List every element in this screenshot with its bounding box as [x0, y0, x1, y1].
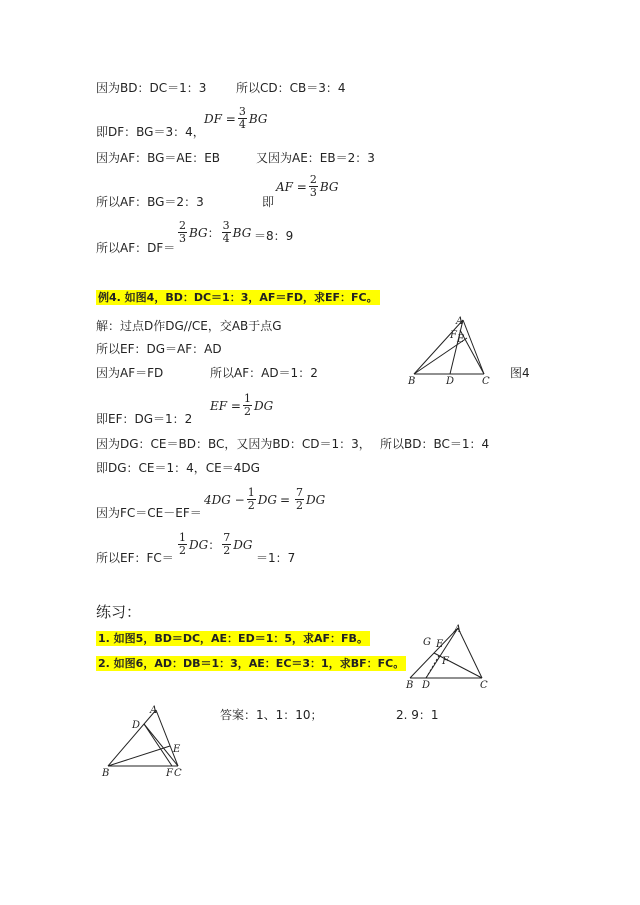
- label-a: A: [456, 316, 464, 327]
- text-line: 即: [262, 195, 275, 209]
- formula-ratio-ef-fc: $\frac{1}{2}$ DG ： $\frac{7}{2}$ DG: [179, 531, 253, 557]
- label-b: B: [406, 680, 414, 691]
- label-a: A: [150, 705, 158, 716]
- text-line: 因为AF：BG＝AE：EB: [96, 151, 221, 165]
- text-line: ＝8：9: [254, 229, 294, 243]
- text-line: 所以AF：DF＝: [96, 241, 176, 255]
- label-d: D: [446, 376, 455, 386]
- figure-6: [98, 700, 190, 780]
- label-f: F: [166, 768, 173, 779]
- text-line: 因为DG：CE＝BD：BC，又因为BD：CD＝1：3，: [96, 437, 371, 451]
- label-b: B: [102, 768, 110, 779]
- label-d: D: [132, 720, 141, 731]
- label-f: F: [450, 330, 457, 341]
- text-line: 因为AF＝FD: [96, 366, 164, 380]
- formula-af: AF = $\frac{2}{3}$ BG: [276, 173, 339, 199]
- label-d: D: [422, 680, 431, 691]
- formula-ratio-af-df: $\frac{2}{3}$ BG ： $\frac{3}{4}$ BG: [179, 219, 252, 245]
- formula-df: DF = $\frac{3}{4}$ BG: [204, 105, 268, 131]
- figure-4: [400, 310, 500, 386]
- label-a: A: [454, 624, 462, 635]
- text-line: 即EF：DG＝1：2: [96, 412, 193, 426]
- text-line: 所以CD：CB＝3：4: [236, 81, 346, 95]
- figure-5: [400, 620, 495, 692]
- label-e: E: [436, 639, 444, 650]
- text-line: 因为FC＝CE－EF＝: [96, 506, 202, 520]
- text-line: 解：过点D作DG//CE，交AB于点G: [96, 319, 282, 333]
- answer-1: 答案：1、1：10；: [220, 708, 323, 722]
- practice-2: 2. 如图6，AD：DB＝1：3，AE：EC＝3：1，求BF：FC。: [98, 657, 405, 670]
- practice-heading: 练习：: [96, 603, 142, 621]
- text-line: 即DF：BG＝3：4，: [96, 125, 205, 139]
- text-line: 所以AF：BG＝2：3: [96, 195, 204, 209]
- figure-label: 图4: [510, 366, 530, 380]
- label-c: C: [480, 680, 488, 691]
- practice-1: 1. 如图5，BD＝DC，AE：ED＝1：5，求AF：FB。: [98, 632, 368, 645]
- text-line: ＝1：7: [256, 551, 296, 565]
- label-e: E: [173, 744, 181, 755]
- label-e: E: [457, 334, 465, 345]
- text-line: 即DG：CE＝1：4，CE＝4DG: [96, 461, 260, 475]
- text-line: 所以EF：DG＝AF：AD: [96, 342, 222, 356]
- label-b: B: [408, 376, 416, 386]
- text-line: 又因为AE：EB＝2：3: [256, 151, 375, 165]
- text-line: 所以BD：BC＝1：4: [380, 437, 490, 451]
- label-c: C: [482, 376, 490, 386]
- label-c: C: [174, 768, 182, 779]
- example-title: 例4. 如图4，BD：DC＝1：3，AF＝FD，求EF：FC。: [98, 291, 378, 304]
- text-line: 所以AF：AD＝1：2: [210, 366, 318, 380]
- formula-fc: 4DG − $\frac{1}{2}$ DG = $\frac{7}{2}$ DG: [204, 486, 326, 512]
- answer-2: 2. 9：1: [396, 708, 439, 722]
- text-line: 因为BD：DC＝1：3: [96, 81, 207, 95]
- formula-ef: EF = $\frac{1}{2}$ DG: [210, 392, 274, 418]
- label-g: G: [423, 637, 431, 648]
- label-f: F: [442, 656, 449, 667]
- text-line: 所以EF：FC＝: [96, 551, 174, 565]
